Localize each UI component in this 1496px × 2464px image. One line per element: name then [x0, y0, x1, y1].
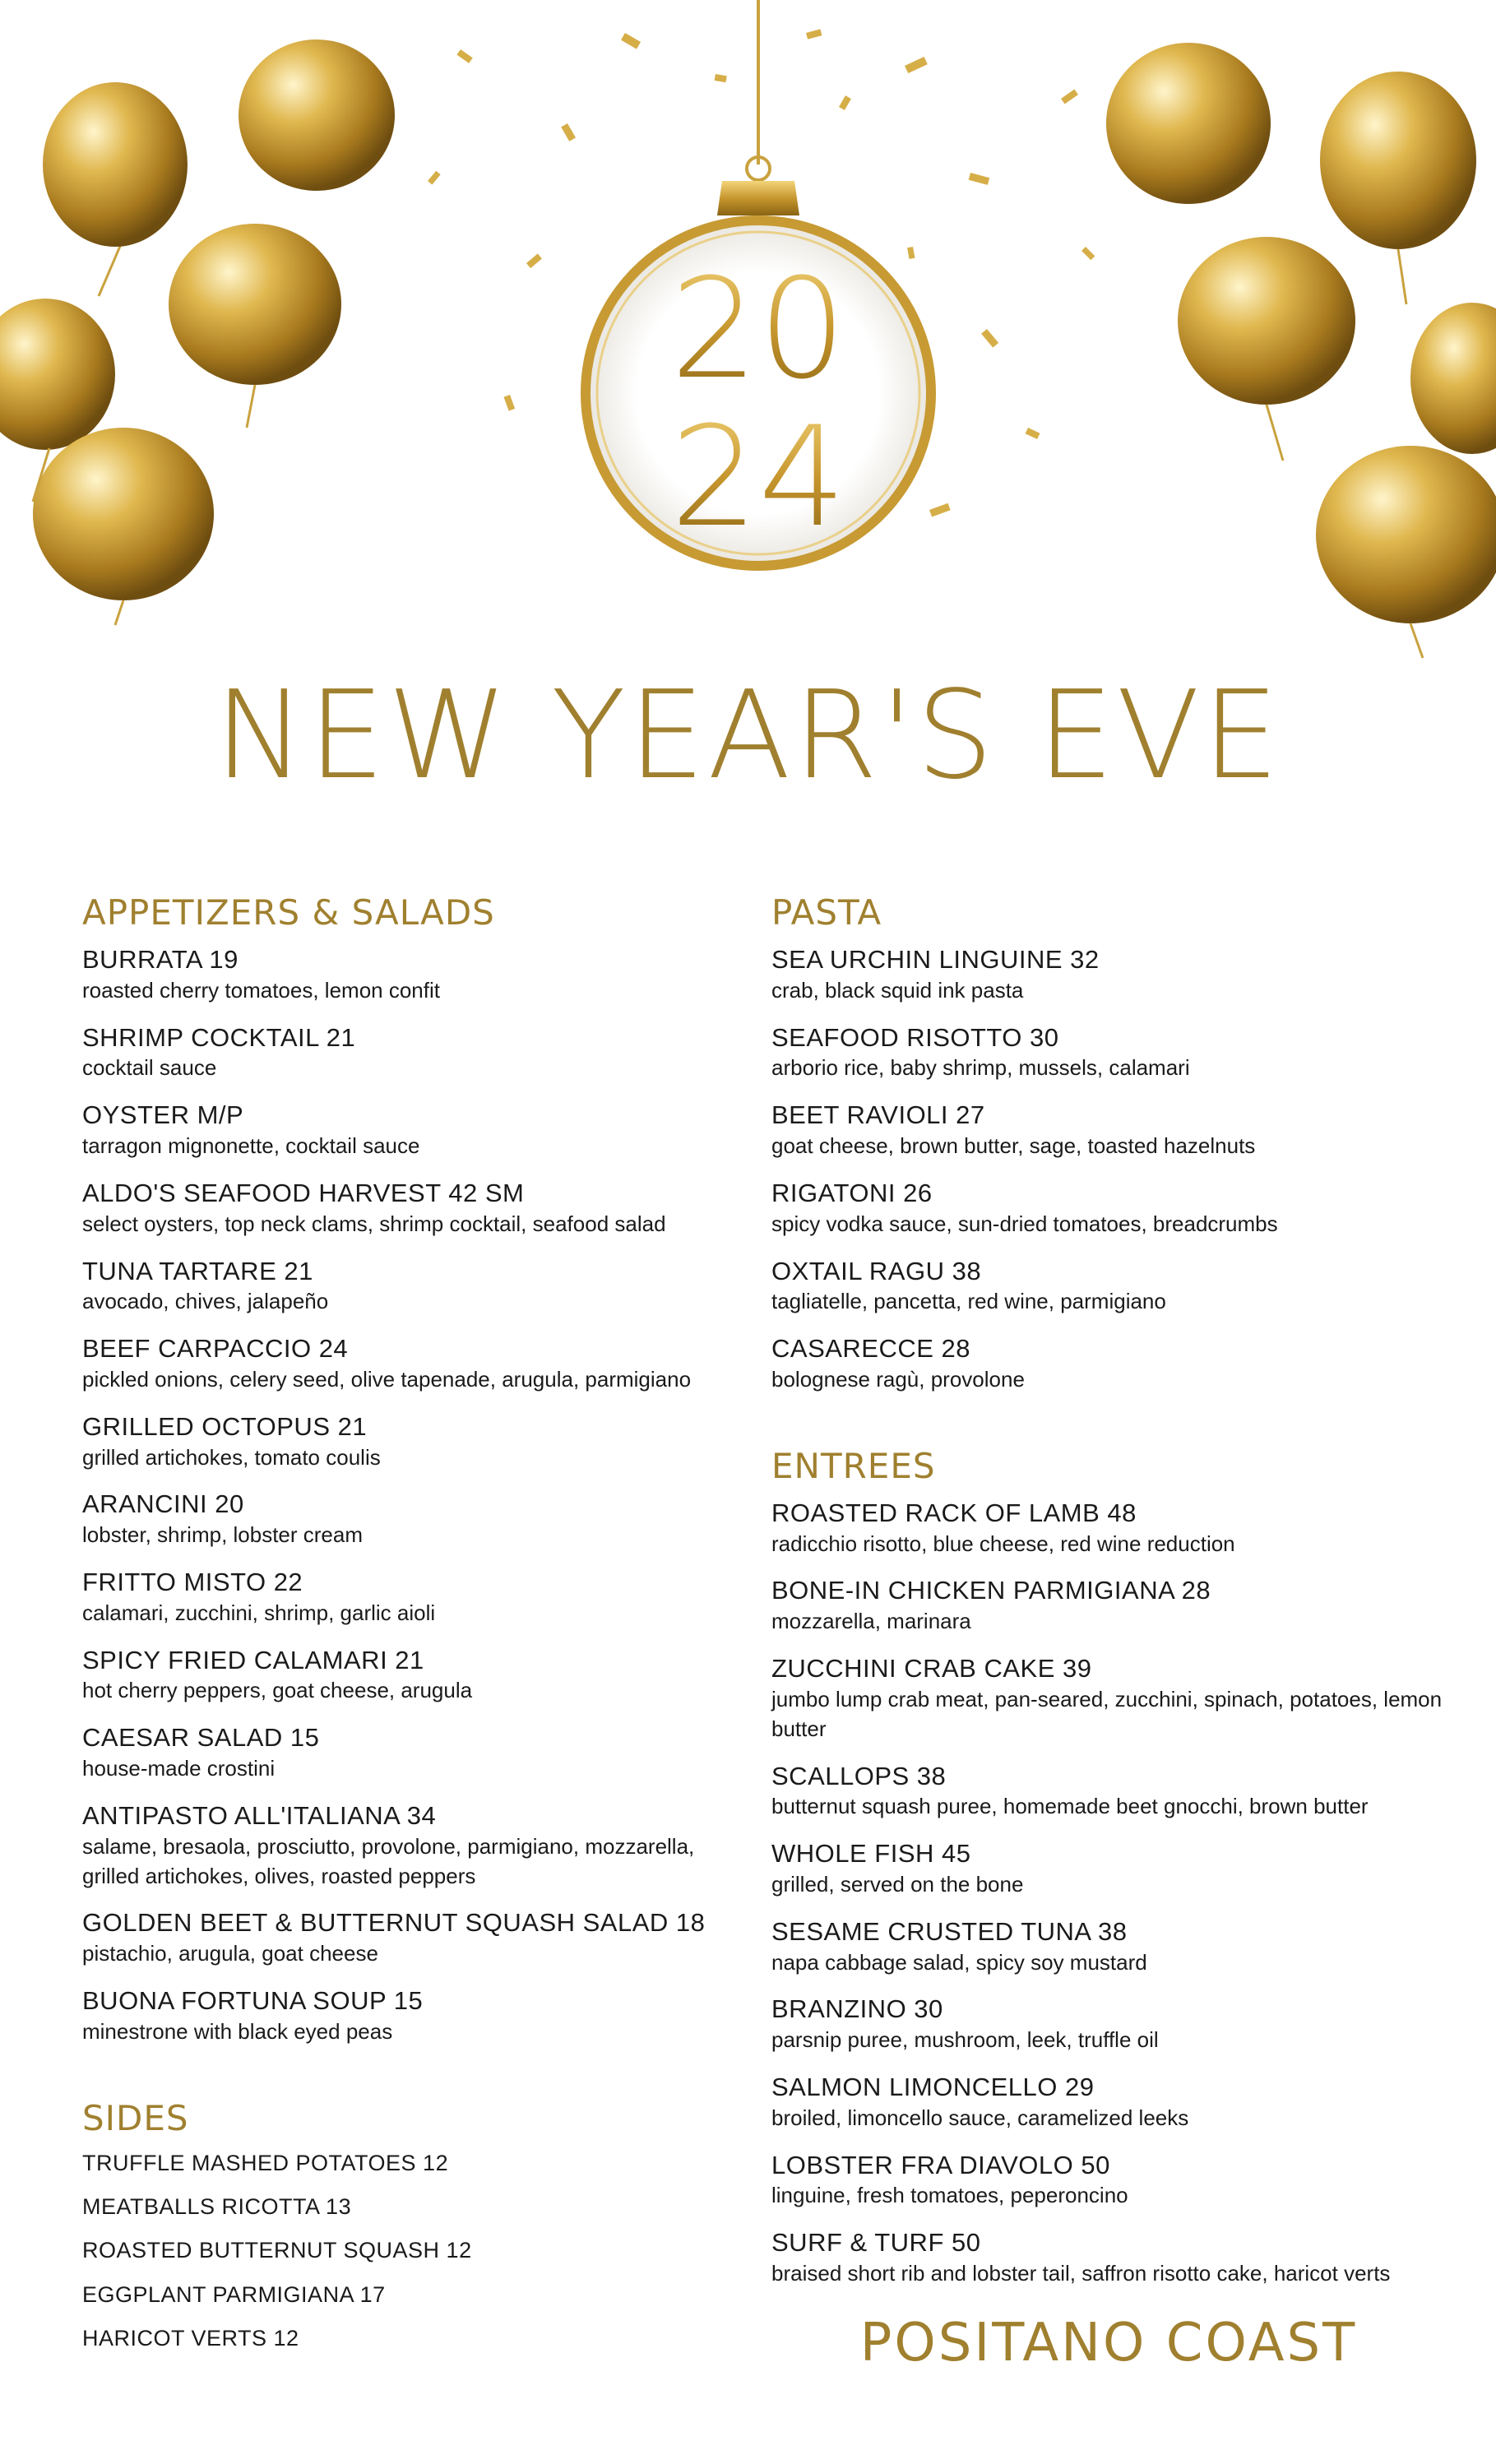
right-column: [771, 892, 1446, 2340]
menu-item-description: tarragon mignonette, cocktail sauce: [82, 1133, 420, 1158]
menu-item-description: arborio rice, baby shrimp, mussels, calamari: [771, 1055, 1190, 1081]
menu-item-name: SCALLOPS 38: [771, 1761, 947, 1790]
menu-item-name: BUONA FORTUNA SOUP 15: [82, 1986, 424, 2015]
menu-item: [771, 1761, 1446, 1823]
menu-item: [771, 1838, 1446, 1900]
header-decoration: [0, 0, 1496, 707]
section-title: ENTREES: [771, 1445, 936, 1486]
menu-item-name: BRANZINO 30: [771, 1994, 943, 2024]
menu-section: [771, 892, 1446, 1395]
menu-item-name: ROASTED RACK OF LAMB 48: [771, 1498, 1137, 1527]
menu-item: [771, 944, 1446, 1006]
menu-item-name: BURRATA 19: [82, 945, 239, 974]
menu-item-description: pickled onions, celery seed, olive tapenade, arugula, parmigiano: [82, 1366, 692, 1392]
menu-item: [771, 2150, 1446, 2212]
section-title: PASTA: [771, 892, 882, 933]
menu-item-name: SPICY FRIED CALAMARI 21: [82, 1645, 424, 1674]
menu-item: [771, 1178, 1446, 1239]
menu-item: [82, 1985, 707, 2047]
menu-item-description: broiled, limoncello sauce, caramelized leeks: [771, 2105, 1189, 2130]
year-bottom: 24: [670, 396, 846, 558]
menu-item-name: RIGATONI 26: [771, 1178, 933, 1207]
menu-item-name: ZUCCHINI CRAB CAKE 39: [771, 1654, 1092, 1683]
menu-item-name: TUNA TARTARE 21: [82, 1256, 313, 1285]
menu-item-description: cocktail sauce: [82, 1055, 217, 1081]
menu-item: [82, 1645, 707, 1707]
menu-item-description: pistachio, arugula, goat cheese: [82, 1941, 378, 1966]
menu-item-name: OXTAIL RAGU 38: [771, 1256, 982, 1285]
menu-item-name: SURF & TURF 50: [771, 2228, 981, 2258]
menu-item: [771, 1653, 1446, 1744]
side-item: TRUFFLE MASHED POTATOES 12: [82, 2150, 449, 2175]
menu-item: [771, 1498, 1446, 1559]
menu-item: [771, 1333, 1446, 1395]
menu-item-description: avocado, chives, jalapeño: [82, 1289, 329, 1314]
menu-item-description: spicy vodka sauce, sun-dried tomatoes, breadcrumbs: [771, 1211, 1278, 1236]
menu-item-name: SALMON LIMONCELLO 29: [771, 2073, 1095, 2101]
menu-item-description: butternut squash puree, homemade beet gnocchi, brown butter: [771, 1794, 1369, 1819]
menu-item-name: SESAME CRUSTED TUNA 38: [771, 1916, 1128, 1946]
balloons-right: [1106, 43, 1496, 658]
menu-item-description: bolognese ragù, provolone: [771, 1366, 1025, 1392]
menu-item: [82, 1178, 707, 1239]
menu-item: [82, 1411, 707, 1473]
menu-item-description: parsnip puree, mushroom, leek, truffle oil: [771, 2027, 1159, 2053]
menu-item-description: calamari, zucchini, shrimp, garlic aioli: [82, 1600, 436, 1625]
menu-item-name: SEAFOOD RISOTTO 30: [771, 1022, 1059, 1052]
menu-item: [82, 1100, 707, 1161]
menu-item-name: SEA URCHIN LINGUINE 32: [771, 945, 1100, 974]
side-item: ROASTED BUTTERNUT SQUASH 12: [82, 2238, 472, 2263]
menu-item-name: WHOLE FISH 45: [771, 1839, 971, 1869]
menu-item-description: minestrone with black eyed peas: [82, 2018, 393, 2044]
menu-item: [771, 1575, 1446, 1637]
menu-item-description: linguine, fresh tomatoes, peperoncino: [771, 2183, 1128, 2208]
year-ornament: [586, 0, 931, 566]
menu-item-description: goat cheese, brown butter, sage, toasted hazelnuts: [771, 1133, 1256, 1158]
menu-item-name: GOLDEN BEET & BUTTERNUT SQUASH SALAD 18: [82, 1908, 706, 1938]
menu-item-description: tagliatelle, pancetta, red wine, parmigiano: [771, 1289, 1166, 1314]
menu-item-description: house-made crostini: [82, 1756, 276, 1781]
menu-item-description: grilled, served on the bone: [771, 1871, 1024, 1897]
menu-item-name: BONE-IN CHICKEN PARMIGIANA 28: [771, 1576, 1211, 1605]
menu-item-description: radicchio risotto, blue cheese, red wine reduction: [771, 1531, 1235, 1556]
year-top: 20: [670, 248, 846, 410]
menu-item-description: roasted cherry tomatoes, lemon confit: [82, 977, 440, 1003]
menu-item-description: napa cabbage salad, spicy soy mustard: [771, 1949, 1147, 1975]
page-title: NEW YEAR'S EVE: [214, 665, 1282, 806]
menu-item-description: mozzarella, marinara: [771, 1609, 971, 1634]
menu-item: [82, 1333, 707, 1395]
menu-item: [771, 1916, 1446, 1978]
side-item: EGGPLANT PARMIGIANA 17: [82, 2281, 386, 2307]
left-column: [82, 892, 707, 2403]
balloons-left: [0, 39, 395, 625]
menu-item-description: salame, bresaola, prosciutto, provolone, parmigiano, mozzarella, grilled artichokes, olives, roasted peppers: [82, 1833, 695, 1888]
menu-item-description: braised short rib and lobster tail, saffron risotto cake, haricot verts: [771, 2261, 1391, 2286]
menu-item: [82, 1256, 707, 1318]
menu-item-name: BEET RAVIOLI 27: [771, 1100, 985, 1130]
menu-item-name: ANTIPASTO ALL'ITALIANA 34: [82, 1800, 437, 1830]
menu-item-description: crab, black squid ink pasta: [771, 977, 1024, 1003]
menu-item-name: GRILLED OCTOPUS 21: [82, 1411, 368, 1441]
restaurant-name: POSITANO COAST: [859, 2313, 1358, 2374]
menu-item: [82, 944, 707, 1006]
menu-item: [82, 1022, 707, 1084]
menu-item-name: ARANCINI 20: [82, 1489, 244, 1519]
menu-item: [82, 1800, 707, 1892]
menu-section: [82, 2098, 707, 2352]
menu-item-description: grilled artichokes, tomato coulis: [82, 1444, 381, 1470]
menu-section: [771, 1446, 1446, 2289]
menu-item: [771, 2072, 1446, 2133]
menu-item: [82, 1907, 707, 1969]
menu-item-description: hot cherry peppers, goat cheese, arugula: [82, 1678, 473, 1703]
menu-item-name: CAESAR SALAD 15: [82, 1723, 320, 1753]
menu-item: [82, 1489, 707, 1550]
side-item: HARICOT VERTS 12: [82, 2326, 299, 2351]
section-title: APPETIZERS & SALADS: [82, 892, 495, 933]
menu-section: [82, 892, 707, 2047]
section-title: SIDES: [82, 2097, 189, 2138]
menu-item-name: ALDO'S SEAFOOD HARVEST 42 SM: [82, 1178, 525, 1207]
menu-item: [771, 1100, 1446, 1161]
menu-item-name: SHRIMP COCKTAIL 21: [82, 1022, 356, 1052]
menu-item-description: select oysters, top neck clams, shrimp cocktail, seafood salad: [82, 1211, 666, 1236]
menu-item-name: LOBSTER FRA DIAVOLO 50: [771, 2150, 1110, 2179]
menu-item-description: lobster, shrimp, lobster cream: [82, 1522, 364, 1548]
menu-item-description: jumbo lump crab meat, pan-seared, zucchini, spinach, potatoes, lemon butter: [771, 1686, 1443, 1741]
menu-item: [771, 1994, 1446, 2055]
menu-item-name: BEEF CARPACCIO 24: [82, 1334, 349, 1364]
menu-item: [82, 1722, 707, 1784]
menu-item-name: OYSTER M/P: [82, 1100, 244, 1130]
menu-item-name: CASARECCE 28: [771, 1334, 971, 1364]
menu-item: [82, 1567, 707, 1628]
menu-item: [771, 1022, 1446, 1084]
menu-item: [771, 1256, 1446, 1318]
side-item: MEATBALLS RICOTTA 13: [82, 2194, 352, 2220]
menu-item: [771, 2227, 1446, 2289]
menu-item-name: FRITTO MISTO 22: [82, 1568, 303, 1596]
